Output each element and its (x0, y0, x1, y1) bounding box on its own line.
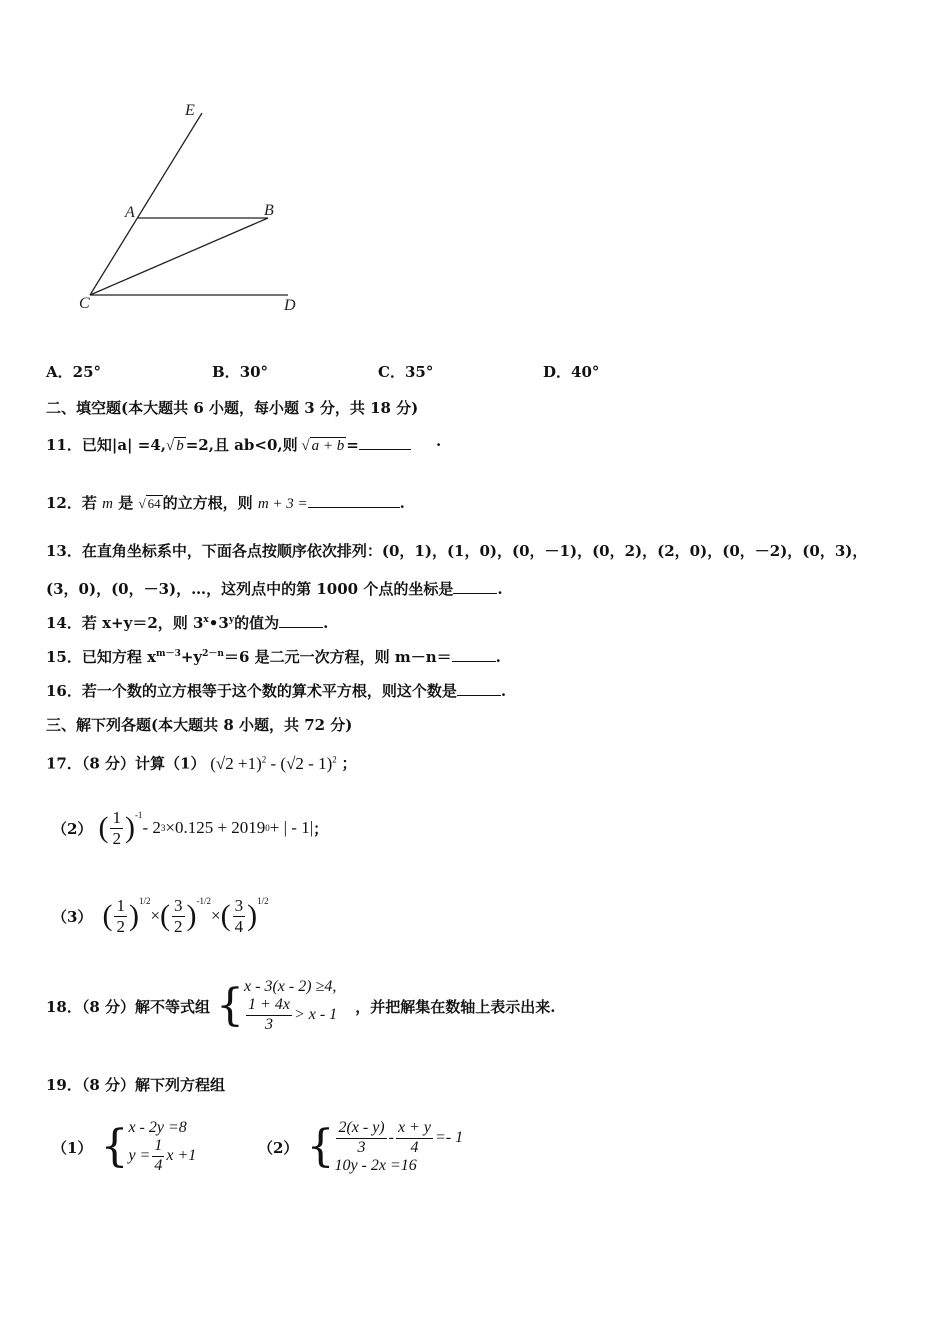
choice-c: C．35° (378, 363, 434, 381)
question-19-head: 19．（8 分）解下列方程组 (46, 1076, 226, 1094)
label-a: A (125, 204, 135, 221)
choice-a: A．25° (46, 363, 102, 381)
choice-b: B．30° (212, 363, 269, 381)
label-b: B (264, 202, 274, 219)
question-17-part1: 17．（8 分）计算（1） $(√2 +1)^2 - (√2 - 1)^2$ ； (46, 753, 357, 773)
label-e: E (185, 102, 195, 119)
line-cb (90, 218, 268, 295)
section3-title: 三、解下列各题(本大题共 8 小题，共 72 分) (46, 716, 353, 734)
question-17-part2: （2） ( $\frac{1}{2}$ ) $^{-1}$ - 2 3 ×0.125 + 2019 0 + | - 1| ； (52, 807, 329, 848)
question-16: 16．若一个数的立方根等于这个数的算术平方根，则这个数是 . (46, 682, 507, 700)
section2-title: 二、填空题(本大题共 6 小题，每小题 3 分，共 18 分) (46, 399, 419, 417)
question-18: 18．（8 分）解不等式组 { x - 3(x - 2) ≥4, $\frac{1 + 4x}{3}$ > x - 1 ，并把解集在数轴上表示出来. (46, 978, 556, 1033)
question-15: 15．已知方程 $x^{m-3}+y^{2-n}=6$ 是二元一次方程，则 m－n＝ . (46, 648, 501, 666)
question-13-line1: 13．在直角坐标系中，下面各点按顺序依次排列：(0，1)，(1，0)，(0，－1)，(0，2)，(2，0)，(0，－2)，(0，3)， (46, 542, 868, 560)
geometry-figure (70, 95, 320, 325)
question-12: 12．若 m 是 √ 64 的立方根，则 m + 3 = . (46, 494, 405, 512)
question-19-system1: （1） { x - 2y =8 y = $\frac{1}{4}$ x +1 (52, 1119, 197, 1174)
label-c: C (79, 295, 90, 312)
label-d: D (284, 297, 296, 314)
line-ce (90, 113, 202, 295)
question-17-part3: （3） ( $\frac{1}{2}$ ) $^{1/2}$ × ( $\frac{3}{2}$ ) $^{-1/2}$ × ( $\frac{3}{4}$ ) $^{1/2}$ (52, 895, 269, 936)
question-14: 14．若 x+y＝2，则 3$^x$•3$^y$的值为 . (46, 614, 329, 632)
question-11: 11．已知|a| =4,√ b =2,且 ab<0,则 √ a + b = · (46, 436, 442, 454)
question-13-line2: (3，0)，(0，－3)，…，这列点中的第 1000 个点的坐标是 . (46, 580, 503, 598)
choice-d: D．40° (543, 363, 600, 381)
question-19-system2: （2） { $\frac{2(x - y)}{3}$ - $\frac{x + y}{4}$ =- 1 10y - 2x =16 (258, 1119, 464, 1174)
